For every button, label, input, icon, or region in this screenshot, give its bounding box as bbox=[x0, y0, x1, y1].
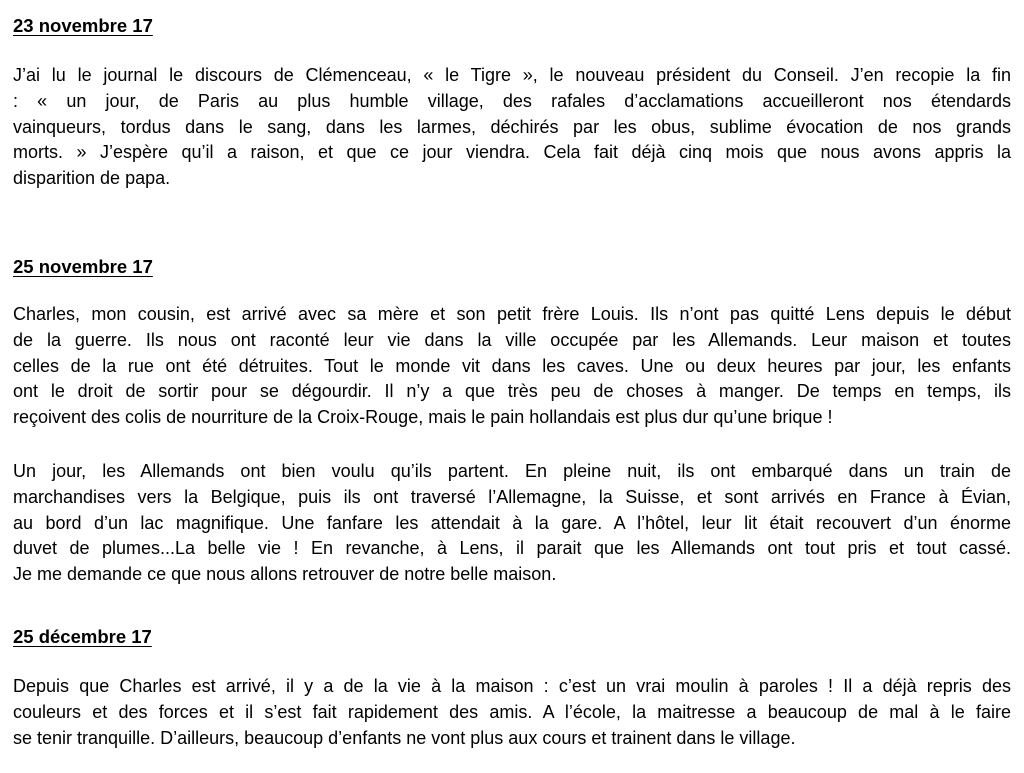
text-line: Charles, mon cousin, est arrivé avec sa mère et son petit frère Louis. Ils n’ont pas quitté Lens depuis le début bbox=[13, 304, 1011, 324]
entry-paragraph bbox=[13, 674, 1011, 751]
text-line: J’ai lu le journal le discours de Clémenceau, « le Tigre », le nouveau président du Conseil. J’en recopie la fin bbox=[13, 65, 1011, 85]
entry-date-heading: 23 novembre 17 bbox=[13, 15, 153, 36]
text-line: Je me demande ce que nous allons retrouver de notre belle maison. bbox=[13, 564, 557, 585]
text-line: Un jour, les Allemands ont bien voulu qu’ils partent. En pleine nuit, ils ont embarqué dans un train de bbox=[13, 461, 1011, 481]
entry-date-heading: 25 novembre 17 bbox=[13, 256, 153, 277]
text-line: se tenir tranquille. D’ailleurs, beaucoup d’enfants ne vont plus aux cours et trainent dans le village. bbox=[13, 727, 796, 748]
text-line: au bord d’un lac magnifique. Une fanfare les attendait à la gare. A l’hôtel, leur lit était recouvert d’un énorme bbox=[13, 512, 1011, 533]
entry-date-heading: 25 décembre 17 bbox=[13, 626, 152, 647]
text-line: disparition de papa. bbox=[13, 168, 171, 189]
text-line: couleurs et des forces et il s’est fait rapidement des amis. A l’école, la maitresse a beaucoup de mal à le faire bbox=[13, 701, 1011, 722]
text-line: vainqueurs, tordus dans le sang, dans les larmes, déchirés par les obus, sublime évocation de nos grands bbox=[13, 116, 1011, 137]
text-line: duvet de plumes...La belle vie ! En revanche, à Lens, il parait que les Allemands ont tout pris et tout cassé. bbox=[13, 538, 1011, 559]
text-line: de la guerre. Ils nous ont raconté leur vie dans la ville occupée par les Allemands. Leur maison et toutes bbox=[13, 329, 1011, 350]
text-line: morts. » J’espère qu’il a raison, et que ce jour viendra. Cela fait déjà cinq mois que nous avons appris la bbox=[13, 142, 1011, 163]
text-line: marchandises vers la Belgique, puis ils ont traversé l’Allemagne, la Suisse, et sont arrivés en France à Évian, bbox=[13, 486, 1011, 507]
entry-paragraph bbox=[13, 63, 1011, 192]
entry-paragraph bbox=[13, 459, 1011, 588]
text-line: Depuis que Charles est arrivé, il y a de la vie à la maison : c’est un vrai moulin à paroles ! Il a déjà repris des bbox=[13, 676, 1011, 696]
text-line: ont le droit de sortir pour se dégourdir. Il n’y a que très peu de choses à manger. De temps en temps, ils bbox=[13, 381, 1011, 402]
text-line: : « un jour, de Paris au plus humble village, des rafales d’acclamations accueilleront nos étendards bbox=[13, 90, 1011, 111]
entry-paragraph bbox=[13, 302, 1011, 431]
text-line: reçoivent des colis de nourriture de la Croix-Rouge, mais le pain hollandais est plus dur qu’une brique ! bbox=[13, 407, 833, 428]
text-line: celles de la rue ont été détruites. Tout le monde vit dans les caves. Une ou deux heures par jour, les enfants bbox=[13, 355, 1011, 376]
